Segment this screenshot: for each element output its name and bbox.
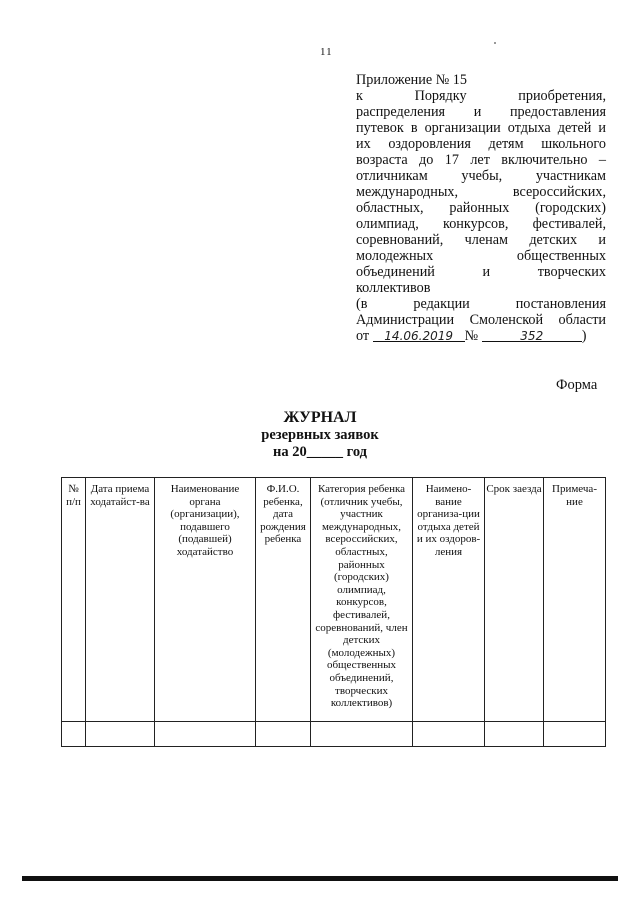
column-header: Наимено-вание организа-ции отдыха детей и их оздоров-ления xyxy=(413,478,485,722)
appendix-line: коллективов xyxy=(356,280,431,296)
table-header-row xyxy=(62,478,606,722)
table-cell[interactable] xyxy=(311,722,413,747)
column-header: Категория ребенка (отличник учебы, участник международных, всероссийских, областных, районных (городских) олимпиад, конкурсов, фестивалей, соревнований, член детских (молодежных) общественных объединений, творческих коллективов) xyxy=(311,478,413,722)
journal-table xyxy=(61,477,606,747)
appendix-title: Приложение № 15 xyxy=(356,72,467,88)
title-main: ЖУРНАЛ xyxy=(283,409,357,426)
column-header: № п/п xyxy=(62,478,86,722)
table-cell[interactable] xyxy=(256,722,311,747)
column-header: Наименование органа (организации), подавшего (подавшей) ходатайство xyxy=(155,478,256,722)
appendix-line: возраста до 17 лет включительно – xyxy=(356,152,606,168)
appendix-line: Администрации Смоленской области xyxy=(356,312,606,328)
number-field xyxy=(482,328,582,342)
appendix-block xyxy=(356,72,606,344)
date-prefix: от xyxy=(356,328,370,344)
column-header: Примеча-ние xyxy=(544,478,606,722)
appendix-line: объединений и творческих xyxy=(356,264,606,280)
column-header: Дата приема ходатайст-ва xyxy=(86,478,155,722)
form-label: Форма xyxy=(556,377,598,393)
appendix-lines xyxy=(356,88,606,328)
appendix-line: отличникам учебы, участникам xyxy=(356,168,606,184)
date-field xyxy=(373,328,465,342)
table-cell[interactable] xyxy=(485,722,544,747)
table-cell[interactable] xyxy=(544,722,606,747)
scan-mark xyxy=(494,42,496,44)
date-value: 14.06.2019 xyxy=(384,329,454,343)
table-cell[interactable] xyxy=(86,722,155,747)
appendix-line: олимпиад, конкурсов, фестивалей, xyxy=(356,216,606,232)
table-cell[interactable] xyxy=(155,722,256,747)
appendix-line: областных, районных (городских) xyxy=(356,200,606,216)
title-sub1: резервных заявок xyxy=(261,427,379,443)
journal-title xyxy=(200,408,440,461)
appendix-line: (в редакции постановления xyxy=(356,296,606,312)
appendix-line: международных, всероссийских, xyxy=(356,184,606,200)
page-number: 11 xyxy=(320,46,333,58)
appendix-line: распределения и предоставления xyxy=(356,104,606,120)
column-header: Срок заезда xyxy=(485,478,544,722)
title-sub2: на 20_____ год xyxy=(273,444,367,460)
table-cell[interactable] xyxy=(413,722,485,747)
table-row xyxy=(62,722,606,747)
number-prefix: № xyxy=(464,328,479,344)
scan-bottom-bar xyxy=(22,876,618,881)
table-cell[interactable] xyxy=(62,722,86,747)
appendix-line: их оздоровления детям школьного xyxy=(356,136,606,152)
appendix-line: соревнований, членам детских и xyxy=(356,232,606,248)
decree-date-line xyxy=(356,328,606,344)
closing-paren: ) xyxy=(581,328,587,344)
appendix-line: путевок в организации отдыха детей и xyxy=(356,120,606,136)
appendix-line: молодежных общественных xyxy=(356,248,606,264)
appendix-line: к Порядку приобретения, xyxy=(356,88,606,104)
number-value: 352 xyxy=(520,329,544,343)
column-header: Ф.И.О. ребенка, дата рождения ребенка xyxy=(256,478,311,722)
